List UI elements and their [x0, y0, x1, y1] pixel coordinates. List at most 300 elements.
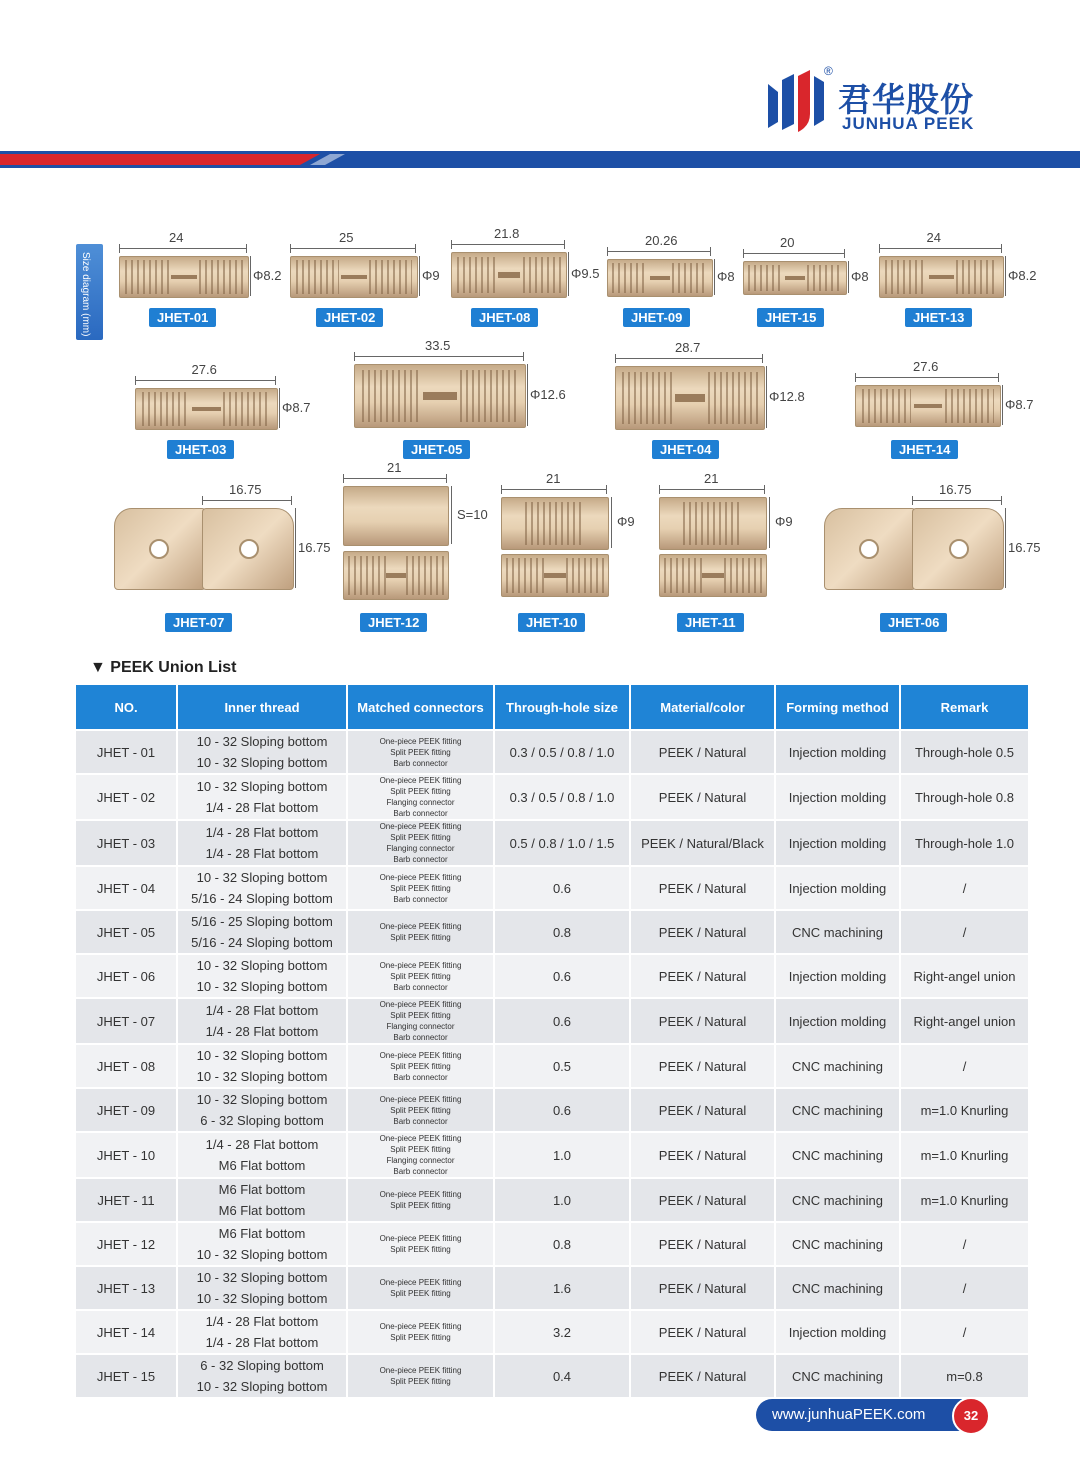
connector-item: Barb connector [393, 1167, 448, 1176]
fitting-drawing [451, 252, 567, 298]
cell-remark: Right-angel union [900, 998, 1029, 1044]
cell-inner-thread [177, 1088, 347, 1132]
connector-item: One-piece PEEK fitting [379, 1094, 462, 1104]
diameter-label: Φ8.2 [1008, 268, 1037, 283]
cell-forming-method: CNC machining [775, 1132, 900, 1178]
cell-through-hole: 0.8 [494, 910, 630, 954]
connector-item: Flanging connector [386, 1022, 455, 1031]
cell-through-hole: 0.5 / 0.8 / 1.0 / 1.5 [494, 820, 630, 866]
part-tag: JHET-02 [316, 308, 383, 327]
cell-remark: Through-hole 0.8 [900, 774, 1029, 820]
table-row [76, 774, 1029, 820]
connector-item: Split PEEK fitting [390, 933, 451, 942]
table-row [76, 1354, 1029, 1397]
cell-remark: m=0.8 [900, 1354, 1029, 1397]
cell-through-hole: 1.0 [494, 1132, 630, 1178]
diameter-dimension-line [419, 256, 420, 296]
cell-remark: / [900, 866, 1029, 910]
thread-spec: 1/4 - 28 Flat bottom [205, 800, 319, 815]
cell-forming-method: CNC machining [775, 1266, 900, 1310]
thread-spec: 10 - 32 Sloping bottom [196, 1092, 328, 1107]
length-dimension-line [354, 356, 524, 357]
cell-matched-connectors [347, 998, 494, 1044]
length-dimension-line [451, 244, 565, 245]
diameter-dimension-line [279, 388, 280, 428]
connector-item: Split PEEK fitting [390, 1333, 451, 1342]
connector-item: One-piece PEEK fitting [379, 1278, 462, 1287]
thread-right [807, 265, 842, 292]
cell-through-hole: 0.3 / 0.5 / 0.8 / 1.0 [494, 774, 630, 820]
knurling [525, 502, 584, 545]
thread-spec: 10 - 32 Sloping bottom [196, 755, 328, 770]
brand-name-en: JUNHUA PEEK [842, 114, 975, 133]
cell-no: JHET - 06 [76, 954, 177, 998]
fitting-drawing [290, 256, 418, 298]
connector-item: Split PEEK fitting [390, 1289, 451, 1298]
cell-no: JHET - 13 [76, 1266, 177, 1310]
through-hole [192, 407, 220, 412]
table-row [76, 998, 1029, 1044]
cell-inner-thread [177, 866, 347, 910]
connector-item: Split PEEK fitting [390, 1145, 451, 1154]
thread-right [945, 389, 994, 423]
col-header-inner-thread: Inner thread [177, 685, 347, 730]
through-hole [423, 392, 457, 399]
length-dimension-line [855, 377, 999, 378]
table-row [76, 1132, 1029, 1178]
connector-item: Barb connector [393, 855, 448, 864]
cell-matched-connectors [347, 866, 494, 910]
thread-right [223, 392, 271, 426]
cell-through-hole: 0.6 [494, 866, 630, 910]
connector-item: One-piece PEEK fitting [379, 1190, 462, 1199]
fitting-side-view [659, 497, 767, 550]
thread-spec: 1/4 - 28 Flat bottom [205, 1137, 319, 1152]
thread-spec: 10 - 32 Sloping bottom [196, 1291, 328, 1306]
thread-left [612, 263, 647, 293]
thread-left [885, 260, 927, 294]
cell-no: JHET - 12 [76, 1222, 177, 1266]
table-row [76, 820, 1029, 866]
length-dimension-line [659, 489, 765, 490]
cell-no: JHET - 01 [76, 730, 177, 774]
page-number: 32 [952, 1397, 990, 1435]
part-tag: JHET-05 [403, 440, 470, 459]
cell-inner-thread [177, 954, 347, 998]
cell-remark: / [900, 1266, 1029, 1310]
cell-remark: m=1.0 Knurling [900, 1088, 1029, 1132]
cell-through-hole: 0.6 [494, 998, 630, 1044]
connector-item: Split PEEK fitting [390, 1377, 451, 1386]
diameter-dimension-line [527, 364, 528, 426]
length-label: 16.75 [939, 482, 972, 497]
thread-spec: 1/4 - 28 Flat bottom [205, 1024, 319, 1039]
thread-left [142, 392, 190, 426]
diameter-dimension-line [568, 252, 569, 296]
cell-inner-thread [177, 730, 347, 774]
connector-item: One-piece PEEK fitting [379, 1234, 462, 1243]
right-angle-fitting [114, 508, 206, 590]
connector-item: Barb connector [393, 758, 448, 768]
cell-through-hole: 0.4 [494, 1354, 630, 1397]
thread-spec: 10 - 32 Sloping bottom [196, 1270, 328, 1285]
length-label: 24 [926, 230, 941, 245]
height-label: 16.75 [1008, 540, 1041, 555]
cell-material: PEEK / Natural [630, 1044, 775, 1088]
table-header-row [76, 685, 1029, 730]
header-band [0, 151, 1080, 168]
thread-left [506, 558, 544, 593]
through-hole [498, 272, 521, 277]
connector-item: Split PEEK fitting [390, 1011, 451, 1020]
connector-item: Split PEEK fitting [390, 1245, 451, 1254]
diameter-label: S=10 [457, 507, 488, 523]
connector-item: Split PEEK fitting [390, 787, 451, 796]
table-body [76, 730, 1029, 1397]
diameter-label: Φ8.7 [282, 400, 311, 415]
right-angle-fitting-section [912, 508, 1004, 590]
thread-right [956, 260, 998, 294]
fitting-drawing [879, 256, 1004, 298]
cell-matched-connectors [347, 820, 494, 866]
length-dimension-line [202, 500, 292, 501]
fitting-drawing [354, 364, 526, 428]
cell-matched-connectors [347, 730, 494, 774]
connector-item: Barb connector [393, 1033, 448, 1042]
length-dimension-line [290, 248, 416, 249]
cell-forming-method: CNC machining [775, 1088, 900, 1132]
cell-no: JHET - 08 [76, 1044, 177, 1088]
fitting-drawing [743, 261, 847, 295]
thread-right [406, 556, 443, 596]
cell-forming-method: CNC machining [775, 1222, 900, 1266]
junhua-logo-icon [764, 70, 828, 136]
cell-forming-method: Injection molding [775, 998, 900, 1044]
cell-no: JHET - 04 [76, 866, 177, 910]
mounting-hole [859, 539, 879, 559]
length-dimension-line [501, 489, 607, 490]
through-hole [929, 275, 954, 280]
through-hole [914, 404, 943, 409]
cell-remark: Right-angel union [900, 954, 1029, 998]
cell-inner-thread [177, 1132, 347, 1178]
peek-union-table [76, 685, 1030, 1397]
length-dimension-line [912, 500, 1002, 501]
thread-spec: M6 Flat bottom [218, 1203, 306, 1218]
connector-item: Flanging connector [386, 844, 455, 853]
cell-through-hole: 0.5 [494, 1044, 630, 1088]
length-dimension-line [119, 248, 247, 249]
table-row [76, 1222, 1029, 1266]
connector-item: One-piece PEEK fitting [379, 922, 462, 931]
section-title: ▼ PEEK Union List [90, 659, 237, 676]
connector-item: One-piece PEEK fitting [379, 736, 462, 746]
connector-item: Barb connector [393, 982, 448, 992]
connector-item: Barb connector [393, 894, 448, 904]
cell-material: PEEK / Natural [630, 1354, 775, 1397]
cell-material: PEEK / Natural [630, 998, 775, 1044]
connector-item: Split PEEK fitting [390, 1201, 451, 1210]
size-diagram-label: Size diagram (mm) [76, 244, 103, 340]
thread-spec: 10 - 32 Sloping bottom [196, 958, 328, 973]
table-row [76, 730, 1029, 774]
fitting-side-view [343, 486, 449, 546]
fitting-drawing [615, 366, 765, 430]
thread-left [125, 260, 169, 294]
cell-through-hole: 0.3 / 0.5 / 0.8 / 1.0 [494, 730, 630, 774]
part-tag: JHET-13 [905, 308, 972, 327]
cell-material: PEEK / Natural/Black [630, 820, 775, 866]
thread-spec: 1/4 - 28 Flat bottom [205, 1335, 319, 1350]
cell-no: JHET - 09 [76, 1088, 177, 1132]
cell-matched-connectors [347, 1222, 494, 1266]
cell-inner-thread [177, 998, 347, 1044]
table-row [76, 1266, 1029, 1310]
connector-item: One-piece PEEK fitting [379, 872, 462, 882]
cell-material: PEEK / Natural [630, 1178, 775, 1222]
col-header-through-hole: Through-hole size [494, 685, 630, 730]
thread-right [369, 260, 412, 294]
thread-right [724, 558, 762, 593]
cell-remark: Through-hole 1.0 [900, 820, 1029, 866]
cell-forming-method: CNC machining [775, 1178, 900, 1222]
cell-forming-method: Injection molding [775, 820, 900, 866]
diameter-label: Φ8 [851, 269, 869, 284]
cell-remark: / [900, 910, 1029, 954]
height-dimension-line [295, 508, 296, 588]
col-header-remark: Remark [900, 685, 1029, 730]
cell-no: JHET - 05 [76, 910, 177, 954]
thread-spec: 5/16 - 24 Sloping bottom [191, 935, 333, 950]
length-label: 28.7 [675, 340, 701, 355]
length-label: 16.75 [229, 482, 262, 497]
thread-left [348, 556, 385, 596]
registered-mark: ® [824, 64, 833, 78]
cell-forming-method: CNC machining [775, 910, 900, 954]
brand-name-cn: 君华股份 [838, 81, 974, 118]
through-hole [171, 275, 197, 280]
connector-item: One-piece PEEK fitting [379, 776, 462, 785]
cell-material: PEEK / Natural [630, 1222, 775, 1266]
knurling [683, 502, 742, 545]
cell-through-hole: 0.8 [494, 1222, 630, 1266]
thread-right [708, 372, 758, 424]
thread-left [862, 389, 911, 423]
diameter-dimension-line [250, 256, 251, 296]
part-tag: JHET-06 [880, 613, 947, 632]
cell-inner-thread [177, 1178, 347, 1222]
col-header-no: NO. [76, 685, 177, 730]
cell-no: JHET - 15 [76, 1354, 177, 1397]
through-hole [544, 573, 565, 578]
thread-left [457, 257, 496, 294]
website-link[interactable]: www.junhuaPEEK.com [756, 1399, 962, 1431]
length-label: 25 [339, 230, 354, 245]
cell-matched-connectors [347, 1354, 494, 1397]
diameter-label: Φ12.6 [530, 387, 566, 402]
thread-spec: 1/4 - 28 Flat bottom [205, 846, 319, 861]
length-dimension-line [135, 380, 276, 381]
table-row [76, 954, 1029, 998]
through-hole [650, 276, 671, 280]
cell-through-hole: 0.6 [494, 1088, 630, 1132]
length-dimension-line [879, 248, 1002, 249]
cell-remark: Through-hole 0.5 [900, 730, 1029, 774]
connector-item: Flanging connector [386, 798, 455, 807]
connector-item: One-piece PEEK fitting [379, 822, 462, 831]
length-label: 33.5 [425, 338, 451, 353]
cell-forming-method: Injection molding [775, 1310, 900, 1354]
diameter-dimension-line [611, 497, 612, 548]
connector-item: One-piece PEEK fitting [379, 960, 462, 970]
cell-forming-method: Injection molding [775, 954, 900, 998]
connector-item: Split PEEK fitting [390, 883, 451, 893]
cell-no: JHET - 14 [76, 1310, 177, 1354]
col-header-matched-connectors: Matched connectors [347, 685, 494, 730]
length-label: 21 [704, 471, 719, 486]
cell-material: PEEK / Natural [630, 1266, 775, 1310]
cell-remark: / [900, 1310, 1029, 1354]
thread-right [460, 370, 518, 422]
thread-spec: 10 - 32 Sloping bottom [196, 734, 328, 749]
cell-matched-connectors [347, 910, 494, 954]
connector-item: Split PEEK fitting [390, 1061, 451, 1071]
fitting-drawing [135, 388, 278, 430]
thread-spec: 1/4 - 28 Flat bottom [205, 1003, 319, 1018]
length-dimension-line [615, 358, 763, 359]
connector-item: Split PEEK fitting [390, 833, 451, 842]
fitting-section-view [501, 554, 609, 597]
fitting-section-view [343, 551, 449, 600]
cell-material: PEEK / Natural [630, 1132, 775, 1178]
connector-item: One-piece PEEK fitting [379, 1366, 462, 1375]
height-label: 16.75 [298, 540, 331, 555]
fitting-drawing [119, 256, 249, 298]
thread-spec: 6 - 32 Sloping bottom [200, 1113, 324, 1128]
connector-item: One-piece PEEK fitting [379, 1050, 462, 1060]
diameter-label: Φ12.8 [769, 389, 805, 404]
through-hole [702, 573, 723, 578]
part-tag: JHET-07 [165, 613, 232, 632]
connector-item: Split PEEK fitting [390, 1105, 451, 1115]
length-dimension-line [607, 251, 711, 252]
through-hole [675, 394, 705, 401]
length-label: 21 [387, 460, 402, 475]
cell-no: JHET - 02 [76, 774, 177, 820]
length-label: 27.6 [913, 359, 939, 374]
diameter-dimension-line [766, 366, 767, 428]
part-tag: JHET-01 [149, 308, 216, 327]
cell-remark: m=1.0 Knurling [900, 1178, 1029, 1222]
cell-matched-connectors [347, 1310, 494, 1354]
cell-inner-thread [177, 910, 347, 954]
cell-forming-method: CNC machining [775, 1044, 900, 1088]
thread-left [296, 260, 339, 294]
thread-left [664, 558, 702, 593]
fitting-section-view [659, 554, 767, 597]
cell-remark: / [900, 1044, 1029, 1088]
length-label: 27.6 [191, 362, 217, 377]
cell-material: PEEK / Natural [630, 1310, 775, 1354]
diameter-dimension-line [714, 259, 715, 295]
cell-material: PEEK / Natural [630, 1088, 775, 1132]
thread-spec: M6 Flat bottom [218, 1226, 306, 1241]
table-row [76, 1310, 1029, 1354]
length-dimension-line [343, 478, 447, 479]
thread-right [566, 558, 604, 593]
table-row [76, 1178, 1029, 1222]
connector-item: Barb connector [393, 1072, 448, 1082]
connector-item: Barb connector [393, 809, 448, 818]
thread-spec: 1/4 - 28 Flat bottom [205, 1314, 319, 1329]
cell-forming-method: Injection molding [775, 866, 900, 910]
connector-item: One-piece PEEK fitting [379, 1000, 462, 1009]
cell-through-hole: 0.6 [494, 954, 630, 998]
mounting-hole [949, 539, 969, 559]
thread-spec: 10 - 32 Sloping bottom [196, 979, 328, 994]
thread-spec: M6 Flat bottom [218, 1158, 306, 1173]
thread-spec: 5/16 - 24 Sloping bottom [191, 891, 333, 906]
fitting-drawing [855, 385, 1001, 427]
through-hole [341, 275, 366, 280]
cell-inner-thread [177, 1354, 347, 1397]
table-row [76, 1088, 1029, 1132]
cell-matched-connectors [347, 1088, 494, 1132]
part-tag: JHET-15 [757, 308, 824, 327]
cell-inner-thread [177, 820, 347, 866]
cell-material: PEEK / Natural [630, 866, 775, 910]
cell-through-hole: 3.2 [494, 1310, 630, 1354]
part-tag: JHET-14 [891, 440, 958, 459]
thread-spec: 10 - 32 Sloping bottom [196, 870, 328, 885]
diameter-label: Φ8.7 [1005, 397, 1034, 412]
fitting-drawing [607, 259, 713, 297]
thread-spec: 10 - 32 Sloping bottom [196, 779, 328, 794]
company-logo [764, 64, 1004, 140]
cell-no: JHET - 11 [76, 1178, 177, 1222]
diameter-label: Φ9 [617, 514, 635, 530]
connector-item: Flanging connector [386, 1156, 455, 1165]
part-tag: JHET-11 [677, 613, 744, 632]
part-tag: JHET-08 [471, 308, 538, 327]
cell-remark: m=1.0 Knurling [900, 1132, 1029, 1178]
cell-no: JHET - 10 [76, 1132, 177, 1178]
thread-left [748, 265, 783, 292]
connector-item: Split PEEK fitting [390, 971, 451, 981]
footer [756, 1397, 988, 1433]
thread-spec: 10 - 32 Sloping bottom [196, 1379, 328, 1394]
diameter-label: Φ9 [422, 268, 440, 283]
cell-remark: / [900, 1222, 1029, 1266]
part-tag: JHET-12 [360, 613, 427, 632]
table-row [76, 1044, 1029, 1088]
cell-through-hole: 1.6 [494, 1266, 630, 1310]
part-tag: JHET-10 [518, 613, 585, 632]
diameter-dimension-line [1005, 256, 1006, 296]
right-angle-fitting-section [202, 508, 294, 590]
cell-matched-connectors [347, 1266, 494, 1310]
through-hole [386, 573, 407, 579]
cell-inner-thread [177, 774, 347, 820]
through-hole [785, 276, 805, 280]
thread-spec: 5/16 - 25 Sloping bottom [191, 914, 333, 929]
length-label: 20.26 [645, 233, 678, 248]
part-tag: JHET-04 [652, 440, 719, 459]
cell-material: PEEK / Natural [630, 730, 775, 774]
mounting-hole [149, 539, 169, 559]
cell-forming-method: Injection molding [775, 774, 900, 820]
thread-left [622, 372, 672, 424]
